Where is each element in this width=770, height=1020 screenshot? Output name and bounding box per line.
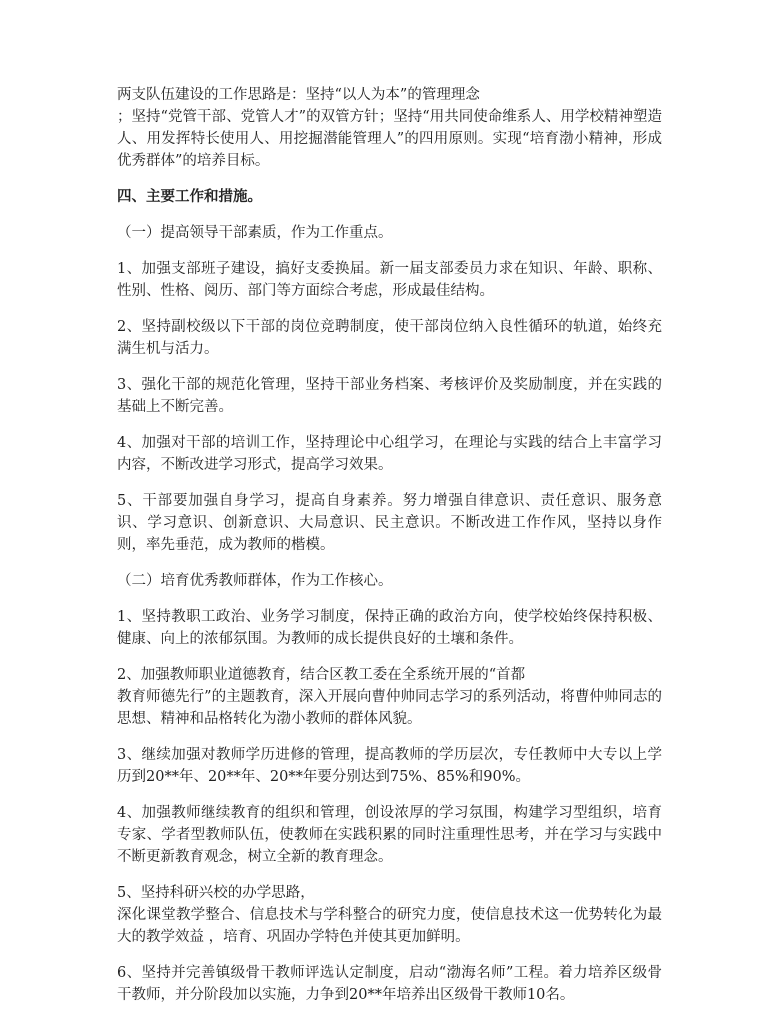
subsection-heading-teachers: （二）培育优秀教师群体，作为工作核心。 [117, 573, 393, 589]
teachers-item-3: 3、继续加强对教师学历进修的管理，提高教师的学历层次，专任教师中大专以上学历到20**年、20**年、20**年要分别达到75%、85%和90%。 [117, 747, 662, 785]
section-heading-main-work: 四、主要工作和措施。 [117, 188, 262, 205]
leaders-item-3: 3、强化干部的规范化管理，坚持干部业务档案、考核评价及奖励制度，并在实践的基础上不断完善。 [117, 377, 662, 415]
teachers-item-2: 2、加强教师职业道德教育，结合区教工委在全系统开展的“首都 教育师德先行”的主题教育，深入开展向曹仲帅同志学习的系列活动，将曹仲帅同志的思想、精神和品格转化为渤小教师的群体风貌。 [117, 667, 662, 727]
document-body [117, 84, 662, 1020]
teachers-item-1: 1、坚持教职工政治、业务学习制度，保持正确的政治方向，使学校始终保持积极、健康、向上的浓郁氛围。为教师的成长提供良好的土壤和条件。 [117, 609, 662, 647]
leaders-item-2: 2、坚持副校级以下干部的岗位竞聘制度，使干部岗位纳入良性循环的轨道，始终充满生机与活力。 [117, 319, 662, 357]
teachers-item-6: 6、坚持并完善镇级骨干教师评选认定制度，启动“渤海名师”工程。着力培养区级骨干教师，并分阶段加以实施，力争到20**年培养出区级骨干教师10名。 [117, 965, 662, 1003]
intro-paragraph: 两支队伍建设的工作思路是：坚持“以人为本”的管理理念 ；坚持“党管干部、党管人才”的双管方针；坚持“用共同使命维系人、用学校精神塑造人、用发挥特长使用人、用挖掘潜能管理人”的四用原则。实现“培育渤小精神，形成优秀群体”的培养目标。 [117, 87, 662, 169]
leaders-item-4: 4、加强对干部的培训工作，坚持理论中心组学习，在理论与实践的结合上丰富学习内容，不断改进学习形式，提高学习效果。 [117, 435, 662, 473]
teachers-item-4: 4、加强教师继续教育的组织和管理，创设浓厚的学习氛围，构建学习型组织，培育专家、学者型教师队伍，使教师在实践积累的同时注重理性思考，并在学习与实践中不断更新教育观念，树立全新的教育理念。 [117, 805, 662, 865]
leaders-item-5: 5、干部要加强自身学习，提高自身素养。努力增强自律意识、责任意识、服务意识、学习意识、创新意识、大局意识、民主意识。不断改进工作作风，坚持以身作则，率先垂范，成为教师的楷模。 [117, 493, 662, 553]
leaders-item-1: 1、加强支部班子建设，搞好支委换届。新一届支部委员力求在知识、年龄、职称、性别、性格、阅历、部门等方面综合考虑，形成最佳结构。 [117, 261, 662, 299]
subsection-heading-leaders: （一）提高领导干部素质，作为工作重点。 [117, 225, 393, 241]
teachers-item-5: 5、坚持科研兴校的办学思路， 深化课堂教学整合、信息技术与学科整合的研究力度，使信息技术这一优势转化为最大的教学效益 ，培育、巩固办学特色并使其更加鲜明。 [117, 885, 662, 945]
